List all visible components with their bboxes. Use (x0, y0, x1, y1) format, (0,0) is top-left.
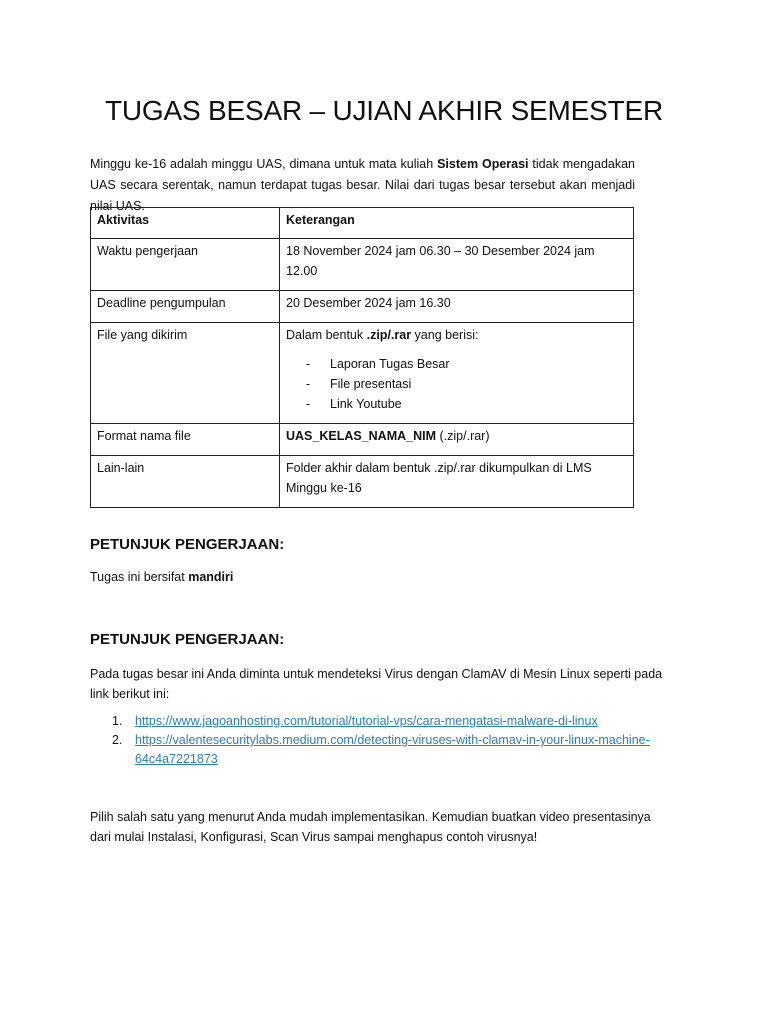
activity-table (90, 207, 634, 508)
section-heading-2: PETUNJUK PENGERJAAN: (90, 631, 285, 648)
list-number: 2. (112, 733, 123, 747)
table-row (91, 323, 634, 424)
intro-text-2: tidak mengadakan UAS secara serentak, namun terdapat tugas besar. Nilai dari tugas besar tersebut akan menjadi nilai UAS. (90, 157, 636, 213)
row-label: File yang dikirim (91, 323, 280, 424)
list-item-text: File presentasi (330, 377, 412, 391)
file-contents-list (286, 354, 627, 414)
note-bold: mandiri (188, 570, 234, 584)
independent-note (90, 567, 670, 587)
reference-link-1[interactable]: https://www.jagoanhosting.com/tutorial/tutorial-vps/cara-mengatasi-malware-di-linux (135, 714, 598, 728)
instruction-paragraph: Pada tugas besar ini Anda diminta untuk mendeteksi Virus dengan ClamAV di Mesin Linux seperti pada link berikut ini: (90, 667, 663, 701)
table-row (91, 291, 634, 323)
file-extension: .zip/.rar (366, 328, 412, 342)
row-label: Deadline pengumpulan (91, 291, 280, 323)
reference-link-2[interactable]: https://valentesecuritylabs.medium.com/detecting-viruses-with-clamav-in-your-linux-machine-64c4a7221873 (135, 733, 650, 766)
list-item (90, 712, 690, 731)
list-item (90, 731, 690, 769)
header-keterangan: Keterangan (280, 208, 634, 239)
table-row (91, 456, 634, 508)
list-item (306, 394, 627, 414)
list-item (306, 354, 627, 374)
file-prefix: Dalam bentuk (286, 328, 367, 342)
dash-bullet: - (306, 357, 311, 371)
row-value: 20 Desember 2024 jam 16.30 (280, 291, 634, 323)
dash-bullet: - (306, 397, 311, 411)
row-label: Lain-lain (91, 456, 280, 508)
file-name-extension: (.zip/.rar) (436, 429, 490, 443)
table-header-row (91, 208, 634, 239)
list-number: 1. (112, 714, 123, 728)
note-text: Tugas ini bersifat (90, 570, 189, 584)
table-row (91, 239, 634, 291)
closing-paragraph: Pilih salah satu yang menurut Anda mudah implementasikan. Kemudian buatkan video presentasinya dari mulai Instalasi, Konfigurasi, Scan Virus sampai menghapus contoh virusnya! (90, 810, 651, 844)
file-suffix: yang berisi: (411, 328, 479, 342)
intro-text-1: Minggu ke-16 adalah minggu UAS, dimana untuk mata kuliah (90, 157, 438, 171)
row-value: Folder akhir dalam bentuk .zip/.rar dikumpulkan di LMS Minggu ke-16 (280, 456, 634, 508)
table-row (91, 424, 634, 456)
dash-bullet: - (306, 377, 311, 391)
row-label: Format nama file (91, 424, 280, 456)
section-heading-1: PETUNJUK PENGERJAAN: (90, 536, 285, 553)
document-title: TUGAS BESAR – UJIAN AKHIR SEMESTER (105, 95, 663, 126)
row-value: 18 November 2024 jam 06.30 – 30 Desember 2024 jam 12.00 (280, 239, 634, 291)
row-value (280, 323, 634, 424)
header-aktivitas: Aktivitas (91, 208, 280, 239)
list-item-text: Link Youtube (330, 397, 402, 411)
file-name-format: UAS_KELAS_NAMA_NIM (286, 429, 437, 443)
list-item (306, 374, 627, 394)
file-format-line (286, 325, 627, 345)
row-value (280, 424, 634, 456)
course-name: Sistem Operasi (437, 157, 529, 171)
list-item-text: Laporan Tugas Besar (330, 357, 450, 371)
reference-links-list (90, 712, 690, 769)
row-label: Waktu pengerjaan (91, 239, 280, 291)
